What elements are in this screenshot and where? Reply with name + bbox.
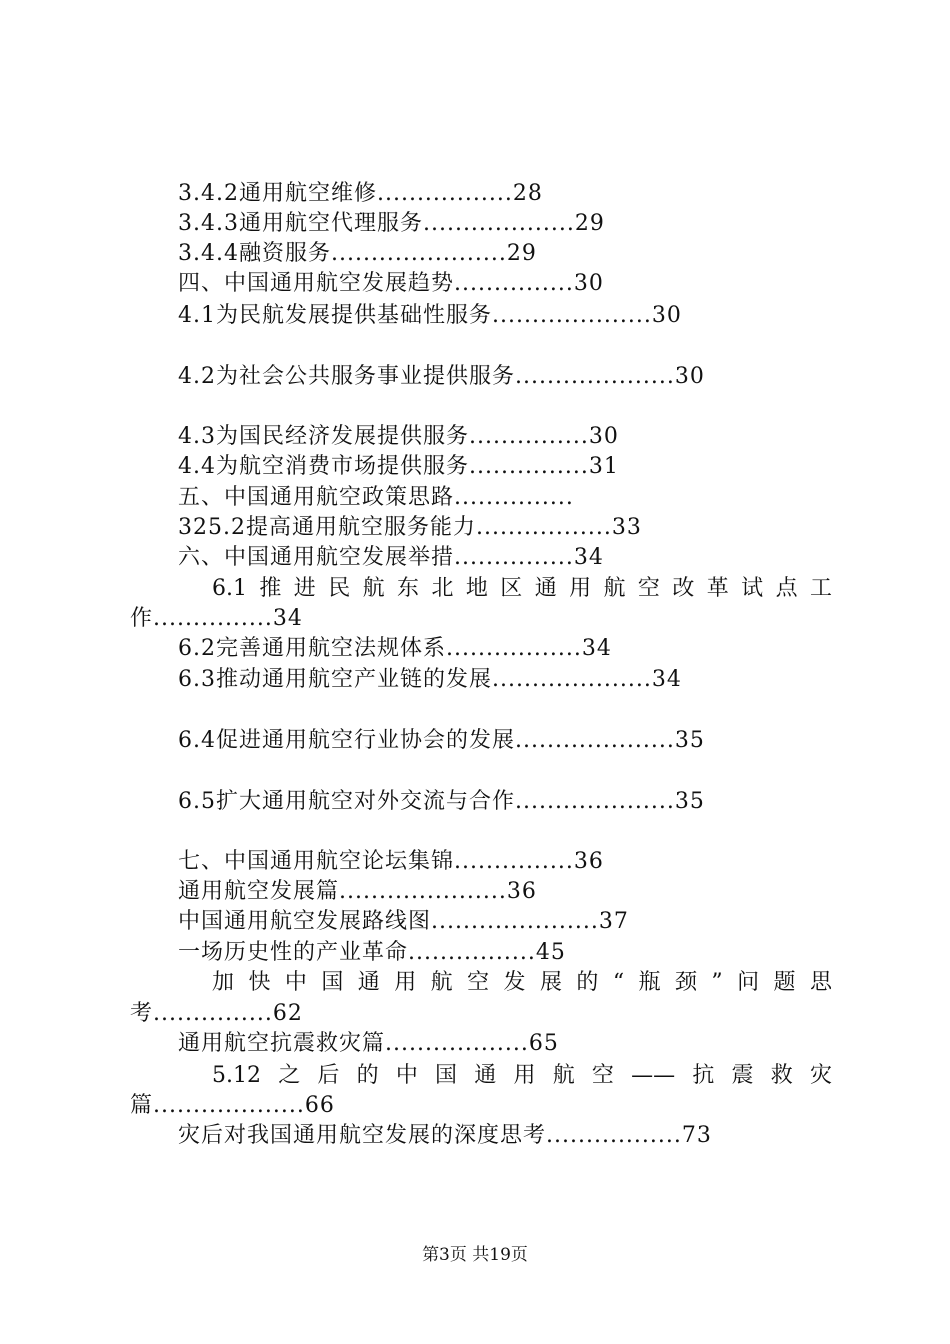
toc-entry: 灾后对我国通用航空发展的深度思考.................73 (178, 1123, 712, 1148)
toc-entry: 4.4为航空消费市场提供服务...............31 (178, 454, 619, 479)
toc-entry: 6.4促进通用航空行业协会的发展....................35 (178, 728, 705, 753)
toc-entry: 3.4.3通用航空代理服务...................29 (178, 211, 605, 236)
toc-entry: 中国通用航空发展路线图.....................37 (178, 909, 629, 934)
toc-entry: 四、中国通用航空发展趋势...............30 (178, 271, 604, 296)
toc-entry: 4.2为社会公共服务事业提供服务....................30 (178, 364, 705, 389)
toc-entry: 3.4.2通用航空维修.................28 (178, 181, 543, 206)
toc-entry: 六、中国通用航空发展举措...............34 (178, 545, 604, 570)
page-footer: 第3页 共19页 (422, 1245, 528, 1265)
toc-entry-continuation: 篇...................66 (130, 1093, 335, 1118)
toc-entry: 一场历史性的产业革命................45 (178, 940, 566, 965)
toc-entry-continuation: 考...............62 (130, 1001, 303, 1026)
toc-entry: 6.5扩大通用航空对外交流与合作....................35 (178, 789, 705, 814)
toc-entry-wrapped: 6.1推进民航东北地区通用航空改革试点工 (212, 576, 832, 601)
toc-entry: 七、中国通用航空论坛集锦...............36 (178, 849, 604, 874)
toc-entry: 6.3推动通用航空产业链的发展....................34 (178, 667, 682, 692)
toc-entry: 6.2完善通用航空法规体系.................34 (178, 636, 612, 661)
toc-entry-wrapped: 5.12之后的中国通用航空——抗震救灾 (212, 1063, 832, 1088)
toc-entry-wrapped: 加快中国通用航空发展的“瓶颈”问题思 (212, 970, 832, 995)
toc-entry: 3.4.4融资服务......................29 (178, 241, 537, 266)
toc-entry: 五、中国通用航空政策思路............... (178, 485, 574, 510)
toc-entry-continuation: 作...............34 (130, 606, 303, 631)
toc-entry: 325.2提高通用航空服务能力.................33 (178, 515, 642, 540)
toc-entry: 通用航空发展篇.....................36 (178, 879, 537, 904)
toc-entry: 4.3为国民经济发展提供服务...............30 (178, 424, 619, 449)
toc-entry: 通用航空抗震救灾篇..................65 (178, 1031, 559, 1056)
toc-entry: 4.1为民航发展提供基础性服务....................30 (178, 303, 682, 328)
